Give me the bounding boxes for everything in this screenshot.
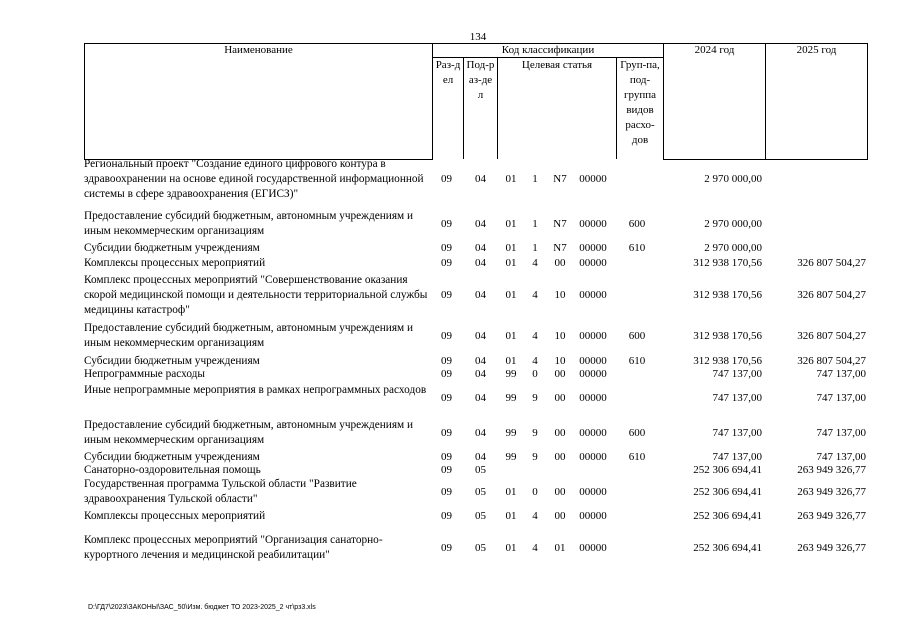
cell-pr: 04 bbox=[475, 355, 486, 367]
cell-c1: 99 bbox=[505, 451, 517, 463]
cell-c4: 00000 bbox=[579, 392, 607, 404]
cell-y1: 2 970 000,00 bbox=[704, 218, 762, 230]
cell-y2: 747 137,00 bbox=[816, 368, 866, 380]
header-name: Наименование bbox=[85, 44, 433, 160]
cell-y2: 263 949 326,77 bbox=[797, 486, 866, 498]
header-section-text: Раз-дел bbox=[435, 59, 461, 86]
cell-c3: 10 bbox=[554, 355, 566, 367]
cell-pr: 04 bbox=[475, 257, 486, 269]
cell-c1: 01 bbox=[505, 218, 517, 230]
cell-c3: 01 bbox=[554, 542, 566, 554]
table-row bbox=[84, 209, 867, 239]
cell-pr: 05 bbox=[475, 542, 486, 554]
cell-rz: 09 bbox=[441, 330, 452, 342]
table-row bbox=[84, 157, 867, 203]
cell-c4: 00000 bbox=[579, 368, 607, 380]
row-name: Комплекс процессных мероприятий "Совершенствование оказания скорой медицинской помощи и деятельности территориальной службы медицины катастроф" bbox=[84, 274, 428, 316]
row-name: Комплексы процессных мероприятий bbox=[84, 510, 266, 522]
header-subsection-text: Под-раз-дел bbox=[466, 59, 495, 101]
table-row bbox=[84, 509, 867, 524]
row-name: Комплекс процессных мероприятий "Организация санаторно-курортного лечения и медицинской реабилитации" bbox=[84, 534, 383, 561]
page-number: 134 bbox=[469, 31, 487, 43]
header-group-text: Груп-па, под-группа видов расхо-дов bbox=[620, 59, 660, 146]
cell-c3: 00 bbox=[554, 486, 566, 498]
cell-vr: 610 bbox=[628, 451, 646, 463]
cell-y2: 326 807 504,27 bbox=[797, 289, 866, 301]
cell-y2: 326 807 504,27 bbox=[797, 355, 866, 367]
cell-c1: 01 bbox=[505, 257, 517, 269]
cell-y1: 252 306 694,41 bbox=[693, 464, 762, 476]
cell-c1: 99 bbox=[505, 368, 517, 380]
row-name: Предоставление субсидий бюджетным, автономным учреждениям и иным некоммерческим организациям bbox=[84, 210, 414, 237]
cell-c2: 4 bbox=[532, 510, 538, 522]
cell-rz: 09 bbox=[441, 392, 452, 404]
cell-vr: 610 bbox=[628, 242, 646, 254]
cell-c4: 00000 bbox=[579, 173, 607, 185]
cell-vr: 600 bbox=[628, 330, 646, 342]
cell-c4: 00000 bbox=[579, 330, 607, 342]
cell-c3: N7 bbox=[553, 242, 567, 254]
cell-y1: 747 137,00 bbox=[712, 451, 762, 463]
table-row bbox=[84, 273, 867, 319]
header-target: Целевая статья bbox=[498, 58, 617, 160]
cell-rz: 09 bbox=[441, 355, 452, 367]
cell-c2: 9 bbox=[532, 451, 538, 463]
cell-rz: 09 bbox=[441, 464, 452, 476]
cell-c3: N7 bbox=[553, 218, 567, 230]
cell-y2: 326 807 504,27 bbox=[797, 330, 866, 342]
cell-y2: 747 137,00 bbox=[816, 427, 866, 439]
cell-c1: 01 bbox=[505, 173, 517, 185]
cell-y2: 263 949 326,77 bbox=[797, 464, 866, 476]
cell-c1: 01 bbox=[505, 330, 517, 342]
row-name: Региональный проект "Создание единого цифрового контура в здравоохранении на основе единой государственной информационной системы в сфере здравоохранения (ЕГИСЗ)" bbox=[84, 158, 424, 200]
cell-c2: 4 bbox=[532, 330, 538, 342]
cell-c4: 00000 bbox=[579, 510, 607, 522]
cell-pr: 04 bbox=[475, 392, 486, 404]
cell-rz: 09 bbox=[441, 218, 452, 230]
cell-c1: 01 bbox=[505, 242, 517, 254]
cell-c2: 0 bbox=[532, 486, 538, 498]
header-year-2024: 2024 год bbox=[664, 44, 766, 160]
cell-c2: 0 bbox=[532, 368, 538, 380]
table-row bbox=[84, 241, 867, 256]
cell-c2: 4 bbox=[532, 257, 538, 269]
cell-c2: 9 bbox=[532, 392, 538, 404]
cell-c3: 00 bbox=[554, 392, 566, 404]
cell-y2: 326 807 504,27 bbox=[797, 257, 866, 269]
cell-pr: 05 bbox=[475, 510, 486, 522]
table-row bbox=[84, 477, 867, 507]
cell-pr: 05 bbox=[475, 486, 486, 498]
cell-y1: 312 938 170,56 bbox=[693, 330, 762, 342]
cell-c4: 00000 bbox=[579, 427, 607, 439]
row-name: Комплексы процессных мероприятий bbox=[84, 257, 266, 269]
cell-y1: 252 306 694,41 bbox=[693, 510, 762, 522]
cell-c3: 10 bbox=[554, 330, 566, 342]
cell-vr: 610 bbox=[628, 355, 646, 367]
cell-pr: 05 bbox=[475, 464, 486, 476]
cell-c1: 01 bbox=[505, 542, 517, 554]
cell-pr: 04 bbox=[475, 289, 486, 301]
cell-c3: 00 bbox=[554, 427, 566, 439]
cell-c2: 1 bbox=[532, 173, 538, 185]
cell-c4: 00000 bbox=[579, 542, 607, 554]
cell-c2: 4 bbox=[532, 542, 538, 554]
row-name: Непрограммные расходы bbox=[84, 368, 205, 380]
cell-pr: 04 bbox=[475, 368, 486, 380]
cell-rz: 09 bbox=[441, 257, 452, 269]
cell-c3: N7 bbox=[553, 173, 567, 185]
cell-c4: 00000 bbox=[579, 486, 607, 498]
cell-y1: 747 137,00 bbox=[712, 392, 762, 404]
cell-c4: 00000 bbox=[579, 218, 607, 230]
cell-y2: 747 137,00 bbox=[816, 451, 866, 463]
cell-c4: 00000 bbox=[579, 257, 607, 269]
cell-y1: 252 306 694,41 bbox=[693, 542, 762, 554]
header-subsection bbox=[464, 58, 498, 160]
cell-y2: 263 949 326,77 bbox=[797, 510, 866, 522]
cell-y1: 2 970 000,00 bbox=[704, 173, 762, 185]
table-row bbox=[84, 367, 867, 382]
cell-rz: 09 bbox=[441, 242, 452, 254]
cell-rz: 09 bbox=[441, 368, 452, 380]
cell-c2: 1 bbox=[532, 218, 538, 230]
row-name: Предоставление субсидий бюджетным, автономным учреждениям и иным некоммерческим организациям bbox=[84, 322, 414, 349]
cell-y1: 312 938 170,56 bbox=[693, 355, 762, 367]
cell-c1: 01 bbox=[505, 510, 517, 522]
cell-rz: 09 bbox=[441, 173, 452, 185]
cell-pr: 04 bbox=[475, 242, 486, 254]
cell-c2: 9 bbox=[532, 427, 538, 439]
cell-vr: 600 bbox=[628, 218, 646, 230]
cell-y1: 747 137,00 bbox=[712, 427, 762, 439]
cell-rz: 09 bbox=[441, 542, 452, 554]
row-name: Иные непрограммные мероприятия в рамках непрограммных расходов bbox=[84, 384, 427, 396]
cell-pr: 04 bbox=[475, 330, 486, 342]
header-group bbox=[617, 58, 664, 160]
row-name: Санаторно-оздоровительная помощь bbox=[84, 464, 261, 476]
cell-pr: 04 bbox=[475, 427, 486, 439]
row-name: Государственная программа Тульской области "Развитие здравоохранения Тульской области" bbox=[84, 478, 357, 505]
cell-y2: 263 949 326,77 bbox=[797, 542, 866, 554]
cell-c3: 10 bbox=[554, 289, 566, 301]
cell-c4: 00000 bbox=[579, 355, 607, 367]
cell-c4: 00000 bbox=[579, 289, 607, 301]
row-name: Субсидии бюджетным учреждениям bbox=[84, 451, 260, 463]
cell-y1: 747 137,00 bbox=[712, 368, 762, 380]
cell-y1: 312 938 170,56 bbox=[693, 289, 762, 301]
table-row bbox=[84, 463, 867, 478]
cell-c1: 99 bbox=[505, 427, 517, 439]
cell-c1: 01 bbox=[505, 486, 517, 498]
row-name: Предоставление субсидий бюджетным, автономным учреждениям и иным некоммерческим организациям bbox=[84, 419, 414, 446]
table-row bbox=[84, 383, 867, 413]
table-row bbox=[84, 533, 867, 563]
cell-y1: 252 306 694,41 bbox=[693, 486, 762, 498]
table-header bbox=[84, 43, 868, 160]
cell-rz: 09 bbox=[441, 289, 452, 301]
cell-c1: 01 bbox=[505, 355, 517, 367]
header-code: Код классификации bbox=[433, 44, 664, 58]
cell-c3: 00 bbox=[554, 257, 566, 269]
cell-c4: 00000 bbox=[579, 242, 607, 254]
row-name: Субсидии бюджетным учреждениям bbox=[84, 355, 260, 367]
file-path-footer: D:\ГД7\2023\ЗАКОНЫ\ЗАС_50\Изм. бюджет ТО 2023-2025_2 чт\рз3.xls bbox=[88, 604, 316, 611]
cell-pr: 04 bbox=[475, 218, 486, 230]
cell-y2: 747 137,00 bbox=[816, 392, 866, 404]
table-row bbox=[84, 321, 867, 351]
cell-c2: 4 bbox=[532, 355, 538, 367]
header-year-2025: 2025 год bbox=[766, 44, 868, 160]
header-section bbox=[433, 58, 464, 160]
cell-rz: 09 bbox=[441, 451, 452, 463]
table-row bbox=[84, 256, 867, 271]
table-row bbox=[84, 418, 867, 448]
cell-y1: 312 938 170,56 bbox=[693, 257, 762, 269]
cell-rz: 09 bbox=[441, 510, 452, 522]
cell-c2: 4 bbox=[532, 289, 538, 301]
cell-rz: 09 bbox=[441, 427, 452, 439]
cell-c3: 00 bbox=[554, 368, 566, 380]
row-name: Субсидии бюджетным учреждениям bbox=[84, 242, 260, 254]
cell-pr: 04 bbox=[475, 451, 486, 463]
cell-c3: 00 bbox=[554, 510, 566, 522]
cell-pr: 04 bbox=[475, 173, 486, 185]
cell-c4: 00000 bbox=[579, 451, 607, 463]
cell-vr: 600 bbox=[628, 427, 646, 439]
cell-c3: 00 bbox=[554, 451, 566, 463]
cell-c2: 1 bbox=[532, 242, 538, 254]
cell-c1: 99 bbox=[505, 392, 517, 404]
cell-rz: 09 bbox=[441, 486, 452, 498]
cell-c1: 01 bbox=[505, 289, 517, 301]
cell-y1: 2 970 000,00 bbox=[704, 242, 762, 254]
